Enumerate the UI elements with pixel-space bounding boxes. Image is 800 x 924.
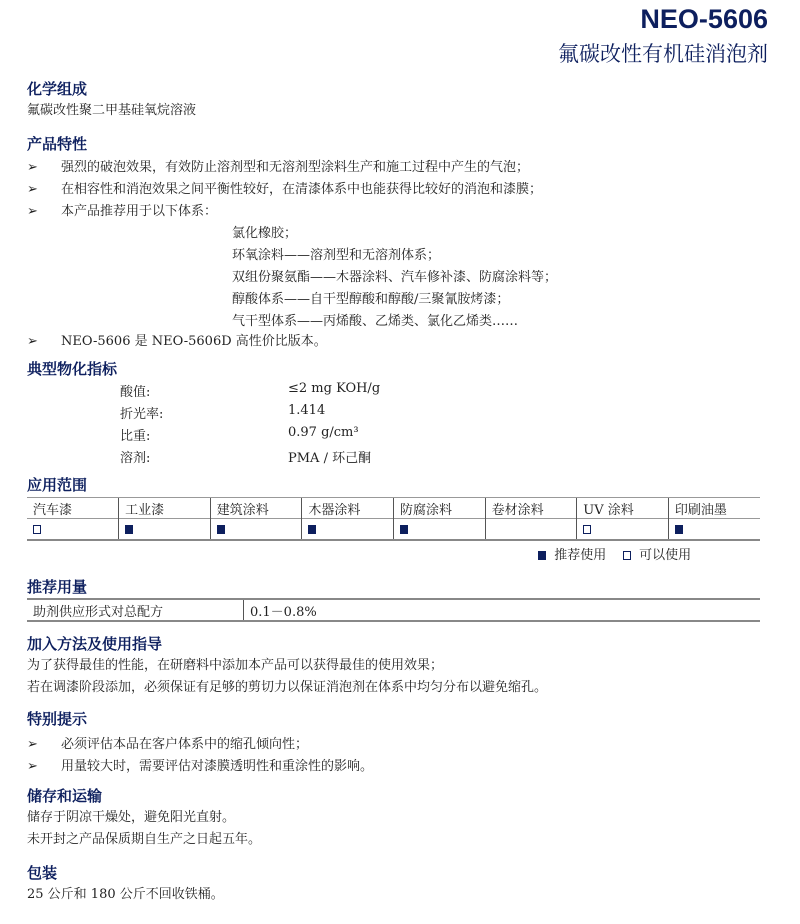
system-item: 氯化橡胶； <box>232 226 298 241</box>
legend-possible: 可以使用 <box>639 548 692 563</box>
recommended-square-icon <box>308 525 316 534</box>
usage-line: 若在调漆阶段添加，必须保证有足够的剪切力以保证消泡剂在体系中均匀分布以避免缩孔。 <box>27 680 548 695</box>
application-mark-cell <box>27 519 119 541</box>
application-column-header: 建筑涂料 <box>210 498 302 519</box>
legend-recommended: 推荐使用 <box>554 548 607 563</box>
property-label: 溶剂: <box>120 451 151 466</box>
storage-line: 未开封之产品保质期自生产之日起五年。 <box>27 832 262 847</box>
possible-square-icon <box>33 525 41 534</box>
property-label: 比重: <box>120 429 151 444</box>
recommended-square-icon <box>675 525 683 534</box>
system-item: 醇酸体系——自干型醇酸和醇酸/三聚氰胺烤漆； <box>232 292 510 307</box>
property-label: 酸值: <box>120 385 151 400</box>
application-column-header: 工业漆 <box>119 498 211 519</box>
arrow-bullet-icon: ➢ <box>27 204 38 219</box>
application-mark-cell <box>394 519 486 541</box>
storage-line: 储存于阴凉干燥处，避免阳光直射。 <box>27 810 236 825</box>
feature-item: ➢ 强烈的破泡效果，有效防止溶剂型和无溶剂型涂料生产和施工过程中产生的气泡； <box>27 160 530 175</box>
arrow-bullet-icon: ➢ <box>27 160 38 175</box>
property-value: PMA / 环己酮 <box>288 451 372 466</box>
system-item: 环氧涂料——溶剂型和无溶剂体系； <box>232 248 441 263</box>
application-mark-cell <box>210 519 302 541</box>
packaging-text: 25 公斤和 180 公斤不回收铁桶。 <box>27 887 224 902</box>
arrow-bullet-icon: ➢ <box>27 759 38 774</box>
dosage-value: 0.1－0.8% <box>244 599 761 621</box>
feature-item: ➢ 本产品推荐用于以下体系： <box>27 204 218 219</box>
application-mark-cell <box>577 519 669 541</box>
product-code: NEO-5606 <box>640 4 768 34</box>
recommended-square-icon <box>400 525 408 534</box>
storage-heading: 储存和运输 <box>27 787 103 805</box>
properties-heading: 典型物化指标 <box>27 360 118 378</box>
application-column-header: 印刷油墨 <box>668 498 760 519</box>
application-mark-cell <box>668 519 760 541</box>
application-mark-cell <box>485 519 577 541</box>
system-item: 气干型体系——丙烯酸、乙烯类、氯化乙烯类…… <box>232 314 519 329</box>
system-item: 双组份聚氨酯——木器涂料、汽车修补漆、防腐涂料等； <box>232 270 558 285</box>
dosage-table <box>27 598 760 622</box>
feature-item: ➢ 在相容性和消泡效果之间平衡性较好，在清漆体系中也能获得比较好的消泡和漆膜； <box>27 182 543 197</box>
note-item: ➢ 必须评估本品在客户体系中的缩孔倾向性； <box>27 737 309 752</box>
recommended-square-icon <box>125 525 133 534</box>
note-item: ➢ 用量较大时，需要评估对漆膜透明性和重涂性的影响。 <box>27 759 374 774</box>
dosage-label: 助剂供应形式对总配方 <box>27 599 244 621</box>
packaging-heading: 包装 <box>27 864 58 882</box>
application-heading: 应用范围 <box>27 476 88 494</box>
property-value: ≤2 mg KOH/g <box>288 381 381 396</box>
composition-heading: 化学组成 <box>27 80 88 98</box>
composition-text: 氟碳改性聚二甲基硅氧烷溶液 <box>27 103 197 118</box>
feature-item: ➢ NEO-5606 是 NEO-5606D 高性价比版本。 <box>27 334 327 349</box>
usage-line: 为了获得最佳的性能，在研磨料中添加本产品可以获得最佳的使用效果； <box>27 658 444 673</box>
application-mark-cell <box>119 519 211 541</box>
application-table <box>27 497 760 541</box>
application-column-header: UV 涂料 <box>577 498 669 519</box>
possible-square-icon <box>623 551 631 560</box>
legend <box>538 544 691 563</box>
recommended-square-icon <box>217 525 225 534</box>
arrow-bullet-icon: ➢ <box>27 182 38 197</box>
dosage-heading: 推荐用量 <box>27 578 88 596</box>
property-label: 折光率: <box>120 407 164 422</box>
recommended-square-icon <box>538 551 546 560</box>
application-column-header: 木器涂料 <box>302 498 394 519</box>
product-name: 氟碳改性有机硅消泡剂 <box>558 42 768 66</box>
arrow-bullet-icon: ➢ <box>27 334 38 349</box>
arrow-bullet-icon: ➢ <box>27 737 38 752</box>
notes-heading: 特别提示 <box>27 710 88 728</box>
property-value: 0.97 g/cm³ <box>288 425 359 440</box>
application-column-header: 汽车漆 <box>27 498 119 519</box>
application-column-header: 防腐涂料 <box>394 498 486 519</box>
features-heading: 产品特性 <box>27 135 88 153</box>
application-column-header: 卷材涂料 <box>485 498 577 519</box>
usage-heading: 加入方法及使用指导 <box>27 635 163 653</box>
property-value: 1.414 <box>288 403 326 418</box>
application-mark-cell <box>302 519 394 541</box>
possible-square-icon <box>583 525 591 534</box>
